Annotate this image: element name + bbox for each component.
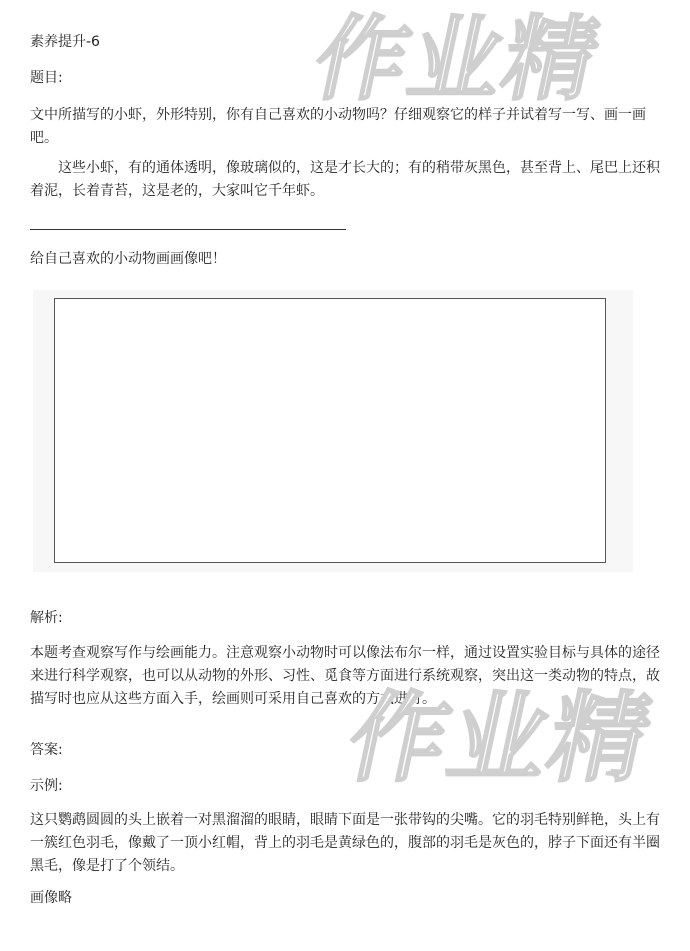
excerpt-paragraph: 这些小虾，有的通体透明，像玻璃似的，这是才长大的；有的稍带灰黑色，甚至背上、尾巴上还积着泥，长着青苔，这是老的，大家叫它千年虾。 bbox=[30, 160, 660, 199]
analysis-text: 本题考查观察写作与绘画能力。注意观察小动物时可以像法布尔一样，通过设置实验目标与具体的途径来进行科学观察，也可以从动物的外形、习性、觅食等方面进行系统观察，突出这一类动物的特点，故描写时也应从这些方面入手，绘画则可采用自己喜欢的方式进行。 bbox=[30, 645, 660, 707]
analysis-label: 解析: bbox=[30, 610, 63, 626]
drawing-area bbox=[33, 290, 633, 572]
example-text: 这只鹦鹉圆圆的头上嵌着一对黑溜溜的眼睛，眼睛下面是一张带钩的尖嘴。它的羽毛特别鲜艳，头上有一簇红色羽毛，像戴了一顶小红帽，背上的羽毛是黄绿色的，腹部的羽毛是灰色的，脖子下面还有半圈黑毛，像是打了个领结。 bbox=[30, 812, 660, 874]
drawing-note: 画像略 bbox=[30, 890, 72, 906]
example-label: 示例: bbox=[30, 778, 63, 794]
question-prompt: 文中所描写的小虾，外形特别，你有自己喜欢的小动物吗？仔细观察它的样子并试着写一写、画一画吧。 bbox=[30, 107, 646, 146]
draw-instruction: 给自己喜欢的小动物画画像吧！ bbox=[30, 251, 226, 267]
drawing-box bbox=[54, 298, 606, 563]
page-title: 素养提升-6 bbox=[30, 34, 100, 50]
question-label: 题目: bbox=[30, 70, 63, 86]
answer-label: 答案: bbox=[30, 742, 63, 758]
watermark-top: 作业精 bbox=[305, 6, 610, 113]
answer-blank-line bbox=[30, 229, 346, 230]
watermark-bottom: 作业精 bbox=[338, 682, 663, 796]
